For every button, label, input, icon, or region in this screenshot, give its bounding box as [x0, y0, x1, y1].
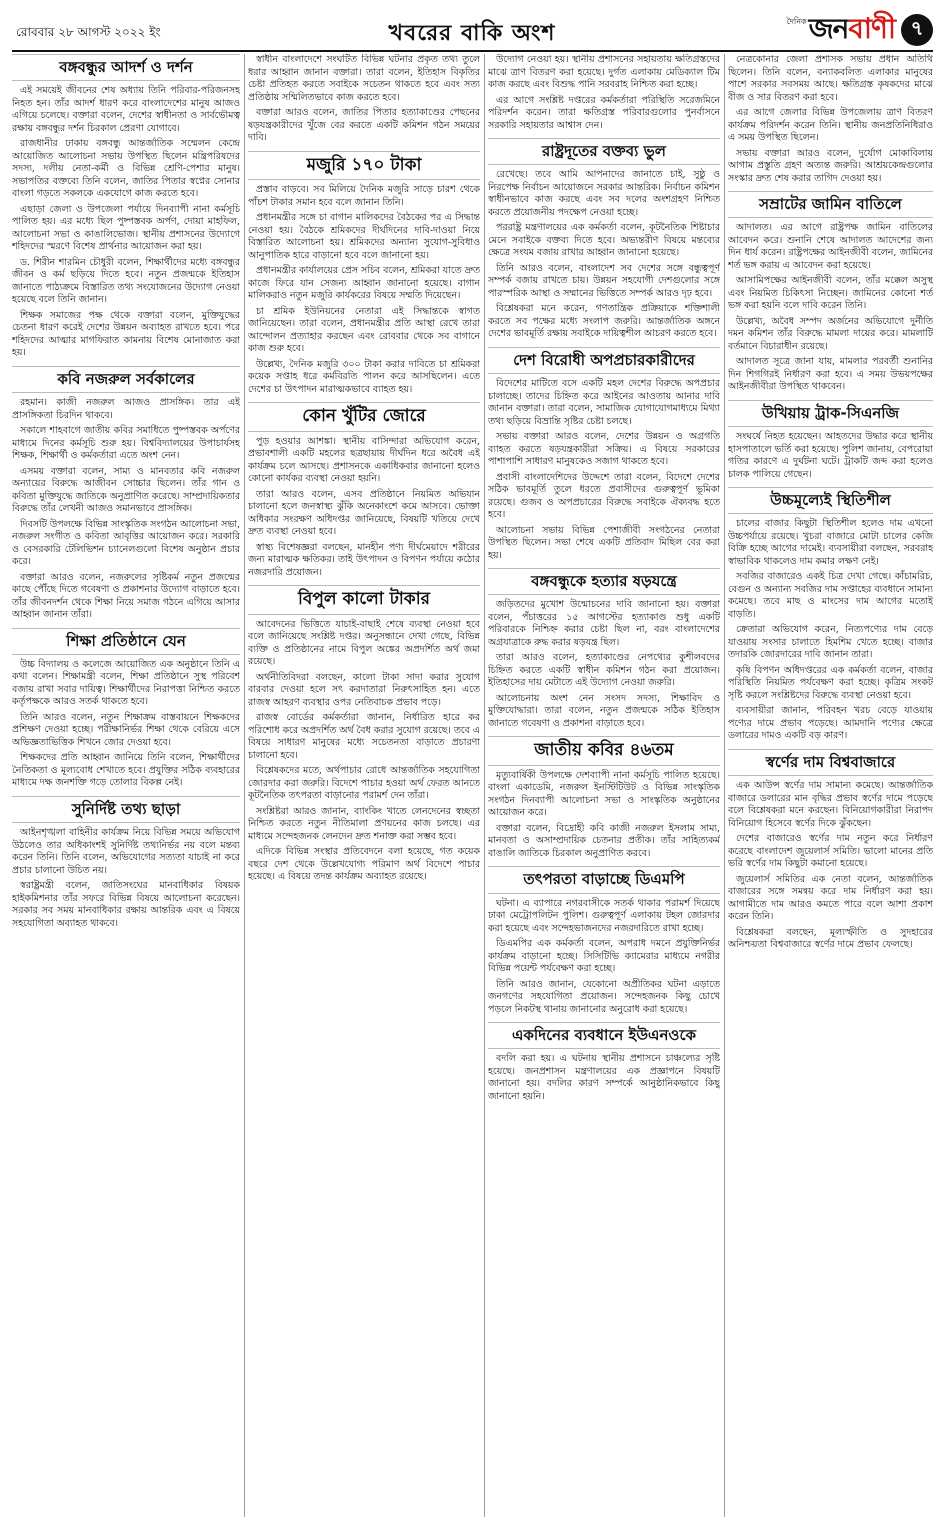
story-headline: একদিনের ব্যবধানে ইউএনওকে	[488, 1022, 720, 1049]
news-story	[728, 54, 933, 185]
story-headline: তৎপরতা বাড়াচ্ছে ডিএমপি	[488, 866, 720, 893]
story-headline: শিক্ষা প্রতিষ্ঠানে যেন	[12, 628, 240, 655]
story-paragraph: ব্যবসায়ীরা জানান, পরিবহন খরচ বেড়ে যাওয়ায় পণ্যের দামে প্রভাব পড়েছে। আমদানি পণ্যের ক্ষেত্রে ডলারের দামও একটি বড় কারণ।	[728, 705, 933, 742]
story-paragraph: রাজধানীর ঢাকায় বঙ্গবন্ধু আন্তর্জাতিক সম্মেলন কেন্দ্রে আয়োজিত আলোচনা সভায় উপস্থিত ছিলেন মন্ত্রিপরিষদের সদস্য, দলীয় নেতা-কর্মী ও বিভিন্ন শ্রেণি-পেশার মানুষ। সভাপতির বক্তব্যে তিনি বলেন, জাতির পিতার স্বপ্নের সোনার বাংলা গড়তে সকলকে একযোগে কাজ করতে হবে।	[12, 138, 240, 200]
story-paragraph: পুড় হওয়ার আশঙ্কা। স্থানীয় বাসিন্দারা অভিযোগ করেন, প্রভাবশালী একটি মহলের ছত্রছায়ায় দীর্ঘদিন ধরে অবৈধ এই কার্যক্রম চলে আসছে। প্রশাসনকে একাধিকবার জানানো হলেও কোনো কার্যকর ব্যবস্থা নেওয়া হয়নি।	[248, 435, 480, 485]
story-body	[12, 85, 240, 360]
story-paragraph: নেত্রকোনার জেলা প্রশাসক সভায় প্রধান অতিথি ছিলেন। তিনি বলেন, বন্যাকবলিত এলাকার মানুষের পাশে সরকার সবসময় আছে। ক্ষতিগ্রস্ত কৃষকদের মাঝে বীজ ও সার বিতরণ করা হবে।	[728, 54, 933, 103]
story-headline: কবি নজরুল সর্বকালের	[12, 366, 240, 393]
story-body	[728, 431, 933, 481]
news-story	[488, 138, 720, 341]
story-paragraph: সকালে শাহবাগে জাতীয় কবির সমাধিতে পুষ্পস্তবক অর্পণের মাধ্যমে দিনের কর্মসূচি শুরু হয়। বিশ্ববিদ্যালয়ের উপাচার্যসহ শিক্ষক, শিক্ষার্থী ও কর্মকর্তারা এতে অংশ নেন।	[12, 425, 240, 461]
story-paragraph: বিশ্লেষকরা বলছেন, মূল্যস্ফীতি ও সুদহারের অনিশ্চয়তা বিশ্ববাজারে স্বর্ণের দামে প্রভাব ফেলছে।	[728, 926, 933, 950]
story-paragraph: সভায় বক্তারা আরও বলেন, দেশের উন্নয়ন ও অগ্রগতি ব্যাহত করতে ষড়যন্ত্রকারীরা সক্রিয়। এ বিষয়ে সরকারের পাশাপাশি সাধারণ মানুষকেও সজাগ থাকতে হবে।	[488, 431, 720, 467]
story-body	[488, 599, 720, 730]
story-headline: বঙ্গবন্ধুকে হত্যার ষড়যন্ত্রে	[488, 568, 720, 595]
story-paragraph: চালের বাজার কিছুটা স্থিতিশীল হলেও দাম এখনো উচ্চপর্যায়ে রয়েছে। খুচরা বাজারে মোটা চালের কেজি বিক্রি হচ্ছে আগের দামেই। ব্যবসায়ীরা বলছেন, সরবরাহ স্বাভাবিক থাকলেও দাম কমার লক্ষণ নেই।	[728, 518, 933, 567]
story-paragraph: এই সময়েই জীবনের শেষ অধ্যায় তিনি পরিবার-পরিজনসহ নিহত হন। তাঁর আদর্শ ধারণ করে বাংলাদেশের মানুষ আজও এগিয়ে চলেছে। বক্তারা বলেন, দেশের স্বাধীনতা ও সার্বভৌমত্ব রক্ষায় বঙ্গবন্ধুর দর্শন চিরকাল প্রেরণা যোগাবে।	[12, 85, 240, 134]
story-paragraph: তারা আরও বলেন, হত্যাকাণ্ডের নেপথ্যের কুশীলবদের চিহ্নিত করতে একটি স্বাধীন কমিশন গঠন করা প্রয়োজন। ইতিহাসের দায় মেটাতে এই উদ্যোগ নেওয়া জরুরি।	[488, 652, 720, 689]
story-headline: বিপুল কালো টাকার	[248, 585, 480, 615]
column-divider	[244, 54, 245, 1517]
story-paragraph: রহমান। কাজী নজরুল আজও প্রাসঙ্গিক। তার এই প্রাসঙ্গিকতা চিরদিন থাকবে।	[12, 397, 240, 421]
story-paragraph: রাজস্ব বোর্ডের কর্মকর্তারা জানান, নির্ধারিত হারে কর পরিশোধ করে অপ্রদর্শিত অর্থ বৈধ করার সুযোগ রয়েছে। তবে এ বিষয়ে সাধারণ মানুষের মধ্যে সচেতনতা বাড়াতে প্রচারণা চালানো হবে।	[248, 712, 480, 761]
story-paragraph: এর আগে জেলার বিভিন্ন উপজেলায় ত্রাণ বিতরণ কার্যক্রম পরিদর্শন করেন তিনি। স্থানীয় জনপ্রতিনিধিরাও এ সময় উপস্থিত ছিলেন।	[728, 107, 933, 143]
news-story	[488, 866, 720, 1016]
news-story	[488, 347, 720, 562]
story-paragraph: সভায় বক্তারা আরও বলেন, দুর্যোগ মোকাবিলায় আগাম প্রস্তুতি গ্রহণ অত্যন্ত জরুরি। আশ্রয়কেন্দ্রগুলোর সংস্কার দ্রুত শেষ করার তাগিদ দেওয়া হয়।	[728, 147, 933, 184]
story-paragraph: উচ্চ বিদ্যালয় ও কলেজে আয়োজিত এক অনুষ্ঠানে তিনি এ কথা বলেন। শিক্ষামন্ত্রী বলেন, শিক্ষা প্রতিষ্ঠানে সুস্থ পরিবেশ বজায় রাখা সবার দায়িত্ব। শিক্ষার্থীদের নিরাপত্তা নিশ্চিত করতে কর্তৃপক্ষকে আরও সতর্ক থাকতে হবে।	[12, 658, 240, 708]
story-headline: সম্রাটের জামিন বাতিলে	[728, 191, 933, 218]
story-paragraph: বক্তারা আরও বলেন, নজরুলের সৃষ্টিকর্ম নতুন প্রজন্মের কাছে পৌঁছে দিতে গবেষণা ও প্রকাশনার উদ্যোগ বাড়াতে হবে। তাঁর জীবনদর্শন থেকে শিক্ষা নিয়ে সমাজ গঠনে এগিয়ে আসার আহ্বান জানান তাঁরা।	[12, 571, 240, 620]
story-paragraph: ক্রেতারা অভিযোগ করেন, নিত্যপণ্যের দাম বেড়ে যাওয়ায় সংসার চালাতে হিমশিম খেতে হচ্ছে। বাজার তদারকি জোরদারের দাবি জানান তারা।	[728, 624, 933, 661]
story-paragraph: প্রধানমন্ত্রীর সঙ্গে চা বাগান মালিকদের বৈঠকের পর এ সিদ্ধান্ত নেওয়া হয়। বৈঠকে শ্রমিকদের দীর্ঘদিনের দাবি-দাওয়া নিয়ে বিস্তারিত আলোচনা হয়। শ্রমিকদের অন্যান্য সুযোগ-সুবিধাও আনুপাতিক হারে বাড়ানো হবে বলে জানানো হয়।	[248, 212, 480, 261]
story-body	[728, 518, 933, 743]
story-paragraph: বিশ্লেষকদের মতে, অর্থপাচার রোধে আন্তর্জাতিক সহযোগিতা জোরদার করা জরুরি। বিদেশে পাচার হওয়া অর্থ ফেরত আনতে কূটনৈতিক তৎপরতা বাড়ানোর পরামর্শ দেন তাঁরা।	[248, 765, 480, 802]
story-paragraph: আসামিপক্ষের আইনজীবী বলেন, তাঁর মক্কেল অসুস্থ এবং নিয়মিত চিকিৎসা নিচ্ছেন। জামিনের কোনো শর্ত ভঙ্গ করা হয়নি বলে দাবি করেন তিনি।	[728, 275, 933, 312]
news-story	[728, 749, 933, 952]
story-body	[488, 378, 720, 562]
story-paragraph: তারা আরও বলেন, এসব প্রতিষ্ঠানে নিয়মিত অভিযান চালানো হলে জনস্বাস্থ্য ঝুঁকি অনেকাংশে কমে আসবে। ভোক্তা অধিকার সংরক্ষণ অধিদপ্তর জানিয়েছে, বিষয়টি খতিয়ে দেখে দ্রুত ব্যবস্থা নেওয়া হবে।	[248, 488, 480, 538]
news-story	[488, 736, 720, 860]
masthead	[12, 10, 933, 52]
news-story	[248, 151, 480, 397]
story-paragraph: তিনি আরও বলেন, বাংলাদেশ সব দেশের সঙ্গে বন্ধুত্বপূর্ণ সম্পর্ক বজায় রাখতে চায়। উন্নয়ন সহযোগী দেশগুলোর সঙ্গে পারস্পরিক আস্থা ও সম্মানের ভিত্তিতে সম্পর্ক আরও দৃঢ় হবে।	[488, 262, 720, 299]
story-paragraph: বক্তারা বলেন, বিদ্রোহী কবি কাজী নজরুল ইসলাম সাম্য, মানবতা ও অসাম্প্রদায়িক চেতনার প্রতীক। তাঁর সাহিত্যকর্ম বাঙালি জাতিকে চিরকাল অনুপ্রাণিত করবে।	[488, 822, 720, 859]
story-paragraph: বক্তারা আরও বলেন, জাতির পিতার হত্যাকাণ্ডের পেছনের ষড়যন্ত্রকারীদের খুঁজে বের করতে একটি কমিশন গঠন সময়ের দাবি।	[248, 107, 480, 143]
story-paragraph: প্রধানমন্ত্রীর কার্যালয়ের প্রেস সচিব বলেন, শ্রমিকরা যাতে দ্রুত কাজে ফিরে যান সেজন্য আহ্বান জানানো হয়েছে। বাগান মালিকরাও নতুন মজুরি কার্যকরের বিষয়ে সম্মতি দিয়েছেন।	[248, 265, 480, 302]
story-headline: দেশ বিরোধী অপপ্রচারকারীদের	[488, 347, 720, 374]
story-headline: স্বর্ণের দাম বিশ্ববাজারে	[728, 749, 933, 776]
column-divider	[484, 54, 485, 1517]
story-paragraph: ড. শিরীন শারমিন চৌধুরী বলেন, শিক্ষার্থীদের মধ্যে বঙ্গবন্ধুর জীবন ও কর্ম ছড়িয়ে দিতে হবে। নতুন প্রজন্মকে ইতিহাস জানাতে পাঠ্যক্রমে বিস্তারিত তথ্য সংযোজনের উদ্যোগ নেওয়া হয়েছে বলে তিনি জানান।	[12, 256, 240, 306]
news-story	[12, 628, 240, 790]
story-body	[12, 397, 240, 622]
story-headline: জাতীয় কবির ৪৬তম	[488, 736, 720, 766]
story-body	[488, 898, 720, 1017]
story-body	[728, 222, 933, 394]
story-paragraph: এসময় বক্তারা বলেন, সাম্য ও মানবতার কবি নজরুল অন্যায়ের বিরুদ্ধে আজীবন সোচ্চার ছিলেন। তাঁর গান ও কবিতা মুক্তিযুদ্ধে জাতিকে অনুপ্রাণিত করেছে। সাম্প্রদায়িকতার বিরুদ্ধে তাঁর লেখনী আজও সমানভাবে প্রাসঙ্গিক।	[12, 465, 240, 514]
story-paragraph: আদালত। এর আগে রাষ্ট্রপক্ষ জামিন বাতিলের আবেদন করে। শুনানি শেষে আদালত আদেশের জন্য দিন ধার্য করেন। রাষ্ট্রপক্ষের আইনজীবী বলেন, জামিনের শর্ত ভঙ্গ করায় এ আবেদন করা হয়েছে।	[728, 222, 933, 271]
story-paragraph: কৃষি বিপণন অধিদপ্তরের এক কর্মকর্তা বলেন, বাজার পরিস্থিতি নিয়মিত পর্যবেক্ষণ করা হচ্ছে। কৃত্রিম সংকট সৃষ্টি করলে সংশ্লিষ্টদের বিরুদ্ধে ব্যবস্থা নেওয়া হবে।	[728, 664, 933, 701]
story-body	[488, 770, 720, 861]
story-headline: রাষ্ট্রদূতের বক্তব্য ভুল	[488, 138, 720, 165]
news-story	[488, 568, 720, 730]
story-body	[12, 659, 240, 790]
story-paragraph: অর্থনীতিবিদরা বলছেন, কালো টাকা সাদা করার সুযোগ বারবার দেওয়া হলে সৎ করদাতারা নিরুৎসাহিত হন। এতে রাজস্ব আহরণ ব্যবস্থার ওপর নেতিবাচক প্রভাব পড়ে।	[248, 671, 480, 708]
news-story	[12, 366, 240, 622]
story-paragraph: এর আগে সংশ্লিষ্ট দপ্তরের কর্মকর্তারা পরিস্থিতি সরেজমিনে পরিদর্শন করেন। তারা ক্ষতিগ্রস্ত পরিবারগুলোর পুনর্বাসনে সরকারি সহায়তার আশ্বাস দেন।	[488, 94, 720, 131]
logo-prefix: দৈনিক	[786, 17, 807, 26]
story-paragraph: ঘটনা। এ ব্যাপারে নগরবাসীকে সতর্ক থাকার পরামর্শ দিয়েছে ঢাকা মেট্রোপলিটন পুলিশ। গুরুত্বপূর্ণ এলাকায় টহল জোরদার করা হয়েছে এবং সন্দেহভাজনদের নজরদারিতে রাখা হচ্ছে।	[488, 897, 720, 934]
story-paragraph: সংশ্লিষ্টরা আরও জানান, ব্যাংকিং খাতে লেনদেনের স্বচ্ছতা নিশ্চিত করতে নতুন নীতিমালা প্রণয়নের কাজ চলছে। এর মাধ্যমে সন্দেহজনক লেনদেন দ্রুত শনাক্ত করা সম্ভব হবে।	[248, 805, 480, 842]
story-paragraph: প্রবাসী বাংলাদেশিদের উদ্দেশে তারা বলেন, বিদেশে দেশের সঠিক ভাবমূর্তি তুলে ধরতে প্রবাসীদের গুরুত্বপূর্ণ ভূমিকা রয়েছে। গুজব ও অপপ্রচারের বিরুদ্ধে সবাইকে ঐক্যবদ্ধ হতে হবে।	[488, 471, 720, 520]
story-paragraph: শিক্ষক সমাজের পক্ষ থেকে বক্তারা বলেন, মুক্তিযুদ্ধের চেতনা ধারণ করেই দেশের উন্নয়ন অব্যাহত রাখতে হবে। পরে শহিদদের আত্মার মাগফিরাত কামনায় বিশেষ মোনাজাত করা হয়।	[12, 309, 240, 359]
story-paragraph: জুয়েলার্স সমিতির এক নেতা বলেন, আন্তর্জাতিক বাজারের সঙ্গে সমন্বয় করে দাম নির্ধারণ করা হয়। আগামীতে দাম আরও কমতে পারে বলে আশা প্রকাশ করেন তিনি।	[728, 873, 933, 922]
newspaper-logo	[786, 12, 933, 48]
story-paragraph: আলোচনায় অংশ নেন সংসদ সদস্য, শিক্ষাবিদ ও মুক্তিযোদ্ধারা। তারা বলেন, নতুন প্রজন্মকে সঠিক ইতিহাস জানাতে গবেষণা ও প্রকাশনা বাড়াতে হবে।	[488, 692, 720, 729]
story-paragraph: প্রস্তাব বাড়বে। সব মিলিয়ে দৈনিক মজুরি সাড়ে চারশ থেকে পাঁচশ টাকার সমান হবে বলে জানান তিনি।	[248, 184, 480, 208]
story-body	[248, 436, 480, 580]
story-body	[488, 169, 720, 341]
news-story	[12, 796, 240, 930]
section-title: খবরের বাকি অংশ	[388, 21, 556, 46]
story-paragraph: রেখেছে। তবে আমি আপনাদের জানাতে চাই, সুষ্ঠু ও নিরপেক্ষ নির্বাচন আয়োজনে সরকার আন্তরিক। নির্বাচন কমিশন স্বাধীনভাবে কাজ করছে এবং সব দলের অংশগ্রহণ নিশ্চিত করতে প্রয়োজনীয় পদক্ষেপ নেওয়া হচ্ছে।	[488, 169, 720, 218]
story-body	[728, 54, 933, 185]
story-paragraph: দেশের বাজারেও স্বর্ণের দাম নতুন করে নির্ধারণ করেছে বাংলাদেশ জুয়েলার্স সমিতি। ভালো মানের প্রতি ভরি স্বর্ণের দাম কিছুটা কমানো হয়েছে।	[728, 833, 933, 869]
story-paragraph: আবেদনের ভিত্তিতে যাচাই-বাছাই শেষে ব্যবস্থা নেওয়া হবে বলে জানিয়েছে সংশ্লিষ্ট দপ্তর। অনুসন্ধানে দেখা গেছে, বিভিন্ন ব্যক্তি ও প্রতিষ্ঠানের নামে বিপুল অঙ্কের অপ্রদর্শিত অর্থ জমা রয়েছে।	[248, 618, 480, 668]
news-story	[248, 54, 480, 145]
story-paragraph: জড়িতদের মুখোশ উন্মোচনের দাবি জানানো হয়। বক্তারা বলেন, পঁচাত্তরের ১৫ আগস্টের হত্যাকাণ্ড শুধু একটি পরিবারকে নিশ্চিহ্ন করার চেষ্টা ছিল না, বরং বাংলাদেশের অগ্রযাত্রাকে রুদ্ধ করার ষড়যন্ত্র ছিল।	[488, 599, 720, 648]
story-paragraph: এক আউন্স স্বর্ণের দাম সামান্য কমেছে। আন্তর্জাতিক বাজারে ডলারের মান বৃদ্ধির প্রভাব স্বর্ণের দামে পড়েছে বলে বিশ্লেষকরা মনে করছেন। বিনিয়োগকারীরা নিরাপদ বিনিয়োগ হিসেবে স্বর্ণের দিকে ঝুঁকছেন।	[728, 780, 933, 829]
story-body	[248, 54, 480, 145]
story-headline: সুনির্দিষ্ট তথ্য ছাড়া	[12, 796, 240, 823]
story-paragraph: মৃত্যুবার্ষিকী উপলক্ষে দেশব্যাপী নানা কর্মসূচি পালিত হয়েছে। বাংলা একাডেমি, নজরুল ইনস্টিটিউট ও বিভিন্ন সাংস্কৃতিক সংগঠন দিনব্যাপী আলোচনা সভা ও সাংস্কৃতিক অনুষ্ঠানের আয়োজন করে।	[488, 769, 720, 819]
story-paragraph: চা শ্রমিক ইউনিয়নের নেতারা এই সিদ্ধান্তকে স্বাগত জানিয়েছেন। তারা বলেন, প্রধানমন্ত্রীর প্রতি আস্থা রেখে তারা আন্দোলন প্রত্যাহার করছেন এবং রোববার থেকে সব বাগানে কাজ শুরু হবে।	[248, 305, 480, 355]
story-paragraph: ডিএমপির এক কর্মকর্তা বলেন, অপরাধ দমনে প্রযুক্তিনির্ভর কার্যক্রম বাড়ানো হচ্ছে। সিসিটিভি ক্যামেরার মাধ্যমে নগরীর বিভিন্ন পয়েন্ট পর্যবেক্ষণ করা হচ্ছে।	[488, 938, 720, 975]
story-paragraph: উল্লেখ্য, অবৈধ সম্পদ অর্জনের অভিযোগে দুর্নীতি দমন কমিশন তাঁর বিরুদ্ধে মামলা দায়ের করে। মামলাটি বর্তমানে বিচারাধীন রয়েছে।	[728, 315, 933, 352]
column-1	[12, 54, 240, 1517]
news-story	[488, 1022, 720, 1103]
story-headline: উচ্চমূল্যেই স্থিতিশীল	[728, 487, 933, 514]
story-paragraph: পররাষ্ট্র মন্ত্রণালয়ের এক কর্মকর্তা বলেন, কূটনৈতিক শিষ্টাচার মেনে সবাইকে বক্তব্য দিতে হবে। অভ্যন্তরীণ বিষয়ে মন্তব্যের ক্ষেত্রে সংযম বজায় রাখার আহ্বান জানানো হয়েছে।	[488, 222, 720, 259]
logo-text	[809, 7, 895, 54]
story-body	[248, 184, 480, 396]
story-paragraph: সংঘর্ষে নিহত হয়েছেন। আহতদের উদ্ধার করে স্থানীয় হাসপাতালে ভর্তি করা হয়েছে। পুলিশ জানায়, বেপরোয়া গতির কারণে এ দুর্ঘটনা ঘটে। ট্রাকটি জব্দ করা হলেও চালক পালিয়ে গেছেন।	[728, 431, 933, 480]
news-story	[728, 487, 933, 743]
story-paragraph: বিশ্লেষকরা মনে করেন, গণতান্ত্রিক প্রক্রিয়াকে শক্তিশালী করতে সব পক্ষের মধ্যে সংলাপ জরুরি। আন্তর্জাতিক অঙ্গনে দেশের ভাবমূর্তি রক্ষায় সবাইকে দায়িত্বশীল আচরণ করতে হবে।	[488, 303, 720, 340]
news-story	[488, 54, 720, 132]
issue-date: রোববার ২৮ আগস্ট ২০২২ ইং	[16, 25, 161, 39]
page-number-badge: ৭	[901, 14, 933, 46]
logo-text-part-a: জন	[808, 11, 849, 45]
story-body	[248, 619, 480, 884]
logo-text-part-b: বাণী	[848, 11, 895, 45]
story-headline: উখিয়ায় ট্রাক-সিএনজি	[728, 400, 933, 427]
story-paragraph: স্বরাষ্ট্রমন্ত্রী বলেন, জাতিসংঘের মানবাধিকার বিষয়ক হাইকমিশনার তাঁর সফরে বিভিন্ন বিষয়ে আলোচনা করেছেন। সরকার সব সময় মানবাধিকার রক্ষায় আন্তরিক এবং এ বিষয়ে সহযোগিতা অব্যাহত থাকবে।	[12, 880, 240, 929]
story-paragraph: উল্লেখ্য, দৈনিক মজুরি ৩০০ টাকা করার দাবিতে চা শ্রমিকরা কয়েক সপ্তাহ ধরে কর্মবিরতি পালন করে আসছিলেন। এতে দেশের চা উৎপাদন মারাত্মকভাবে ব্যাহত হয়।	[248, 358, 480, 395]
newspaper-page	[12, 10, 933, 1517]
column-2	[248, 54, 480, 1517]
story-paragraph: এছাড়া জেলা ও উপজেলা পর্যায়ে দিনব্যাপী নানা কর্মসূচি পালিত হয়। এর মধ্যে ছিল পুষ্পস্তবক অর্পণ, দোয়া মাহফিল, আলোচনা সভা ও কাঙালিভোজ। স্থানীয় প্রশাসনের উদ্যোগে শহিদদের স্মরণে বিশেষ প্রার্থনার আয়োজন করা হয়।	[12, 203, 240, 253]
column-4	[728, 54, 933, 1517]
story-headline: মজুরি ১৭০ টাকা	[248, 151, 480, 181]
story-paragraph: স্বাধীন বাংলাদেশে সংঘটিত বিভিন্ন ঘটনার প্রকৃত তথ্য তুলে ধরার আহ্বান জানান বক্তারা। তারা বলেন, ইতিহাস বিকৃতির চেষ্টা প্রতিহত করতে সবাইকে সচেতন থাকতে হবে এবং সত্য প্রতিষ্ঠায় সম্মিলিতভাবে কাজ করতে হবে।	[248, 54, 480, 103]
story-headline: বঙ্গবন্ধুর আদর্শ ও দর্শন	[12, 54, 240, 81]
story-paragraph: এদিকে বিভিন্ন সংস্থার প্রতিবেদনে বলা হয়েছে, গত কয়েক বছরে দেশ থেকে উল্লেখযোগ্য পরিমাণ অর্থ বিদেশে পাচার হয়েছে। এ বিষয়ে তদন্ত কার্যক্রম অব্যাহত রয়েছে।	[248, 846, 480, 883]
story-paragraph: শিক্ষকদের প্রতি আহ্বান জানিয়ে তিনি বলেন, শিক্ষার্থীদের নৈতিকতা ও মূল্যবোধ শেখাতে হবে। প্রযুক্তির সঠিক ব্যবহারের মাধ্যমে দক্ষ জনশক্তি গড়ে তোলার বিকল্প নেই।	[12, 752, 240, 789]
story-paragraph: তিনি আরও জানান, যেকোনো অপ্রীতিকর ঘটনা এড়াতে জনগণের সহযোগিতা প্রয়োজন। সন্দেহজনক কিছু চোখে পড়লে নিকটস্থ থানায় জানানোর অনুরোধ করা হয়েছে।	[488, 978, 720, 1015]
story-body	[488, 54, 720, 132]
news-story	[248, 585, 480, 884]
story-headline: কোন খুঁটির জোরে	[248, 402, 480, 432]
story-paragraph: আইনশৃঙ্খলা বাহিনীর কার্যক্রম নিয়ে বিভিন্ন সময়ে অভিযোগ উঠলেও তার অধিকাংশই সুনির্দিষ্ট তথ্যনির্ভর নয় বলে মন্তব্য করেন তিনি। তিনি বলেন, অভিযোগের সত্যতা যাচাই না করে প্রচার চালানো উচিত নয়।	[12, 827, 240, 876]
story-paragraph: আদালত সূত্রে জানা যায়, মামলার পরবর্তী শুনানির দিন শিগগিরই নির্ধারণ করা হবে। এ সময় উভয়পক্ষের আইনজীবীরা উপস্থিত থাকবেন।	[728, 356, 933, 393]
story-paragraph: বদলি করা হয়। এ ঘটনায় স্থানীয় প্রশাসনে চাঞ্চল্যের সৃষ্টি হয়েছে। জনপ্রশাসন মন্ত্রণালয়ের এক প্রজ্ঞাপনে বিষয়টি জানানো হয়। বদলির কারণ সম্পর্কে আনুষ্ঠানিকভাবে কিছু জানানো হয়নি।	[488, 1053, 720, 1102]
story-paragraph: বিদেশের মাটিতে বসে একটি মহল দেশের বিরুদ্ধে অপপ্রচার চালাচ্ছে। তাদের চিহ্নিত করে আইনের আওতায় আনার দাবি জানান বক্তারা। তারা বলেন, সামাজিক যোগাযোগমাধ্যমে মিথ্যা তথ্য ছড়িয়ে বিভ্রান্তি সৃষ্টির চেষ্টা চলছে।	[488, 378, 720, 427]
news-story	[728, 400, 933, 481]
news-story	[12, 54, 240, 360]
story-body	[12, 827, 240, 930]
story-body	[488, 1053, 720, 1103]
story-paragraph: দিবসটি উপলক্ষে বিভিন্ন সাংস্কৃতিক সংগঠন আলোচনা সভা, নজরুল সংগীত ও কবিতা আবৃত্তির আয়োজন করে। সরকারি ও বেসরকারি টেলিভিশন চ্যানেলগুলো বিশেষ অনুষ্ঠান প্রচার করে।	[12, 518, 240, 567]
news-story	[728, 191, 933, 394]
story-paragraph: স্বাস্থ্য বিশেষজ্ঞরা বলছেন, মানহীন পণ্য দীর্ঘমেয়াদে শরীরের জন্য মারাত্মক ক্ষতিকর। তাই উৎপাদন ও বিপণন পর্যায়ে কঠোর নজরদারি প্রয়োজন।	[248, 541, 480, 578]
story-paragraph: উদ্যোগ নেওয়া হয়। স্থানীয় প্রশাসনের সহায়তায় ক্ষতিগ্রস্তদের মাঝে ত্রাণ বিতরণ করা হয়েছে। দুর্গত এলাকায় মেডিক্যাল টিম কাজ করছে এবং বিশুদ্ধ পানি সরবরাহ নিশ্চিত করা হচ্ছে।	[488, 54, 720, 90]
news-story	[248, 402, 480, 579]
story-paragraph: আলোচনা সভায় বিভিন্ন পেশাজীবী সংগঠনের নেতারা উপস্থিত ছিলেন। সভা শেষে একটি প্রতিবাদ মিছিল বের করা হয়।	[488, 524, 720, 561]
column-3	[488, 54, 720, 1517]
story-body	[728, 780, 933, 952]
story-paragraph: সবজির বাজারেও একই চিত্র দেখা গেছে। কাঁচামরিচ, বেগুন ও অন্যান্য সবজির দাম সপ্তাহের ব্যবধানে সামান্য কমেছে। তবে মাছ ও মাংসের দাম আগের মতোই বাড়তি।	[728, 571, 933, 620]
column-divider	[724, 54, 725, 1517]
story-paragraph: তিনি আরও বলেন, নতুন শিক্ষাক্রম বাস্তবায়নে শিক্ষকদের প্রশিক্ষণ দেওয়া হচ্ছে। পরীক্ষানির্ভর শিক্ষা থেকে বেরিয়ে এসে অভিজ্ঞতাভিত্তিক শিখনে জোর দেওয়া হবে।	[12, 711, 240, 748]
